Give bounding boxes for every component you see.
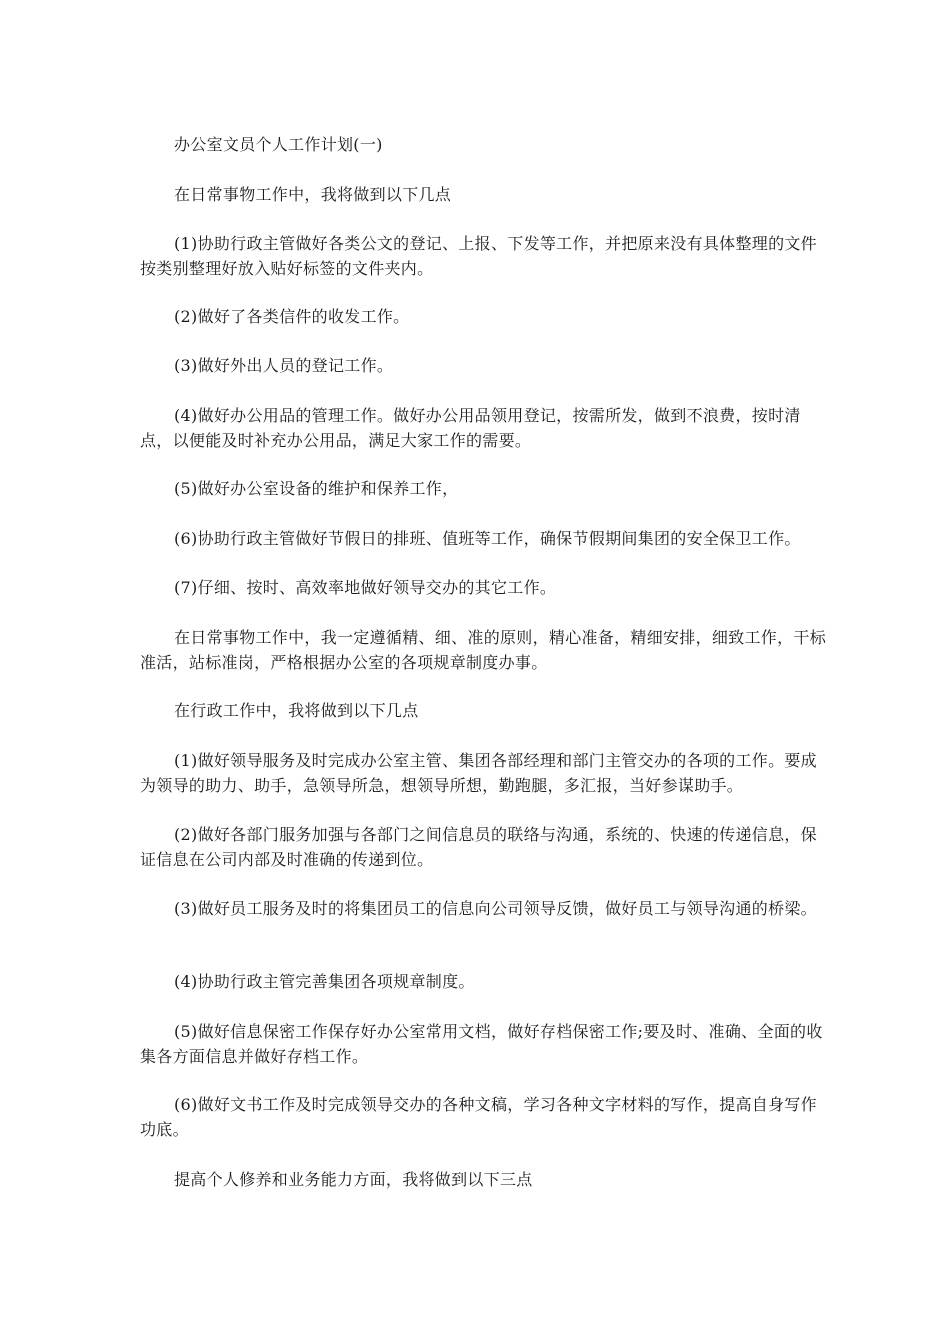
paragraph-admin-2: (2)做好各部门服务加强与各部门之间信息员的联络与沟通，系统的、快速的传递信息，保证信息在公司内部及时准确的传递到位。 [140, 825, 817, 869]
section-heading-self-improvement: 提高个人修养和业务能力方面，我将做到以下三点 [174, 1170, 533, 1189]
paragraph-daily-5: (5)做好办公室设备的维护和保养工作， [174, 479, 459, 498]
paragraph-daily-1: (1)协助行政主管做好各类公文的登记、上报、下发等工作，并把原来没有具体整理的文件按类别整理好放入贴好标签的文件夹内。 [140, 234, 817, 278]
paragraph-admin-5: (5)做好信息保密工作保存好办公室常用文档，做好存档保密工作;要及时、准确、全面的收集各方面信息并做好存档工作。 [140, 1022, 823, 1066]
paragraph-admin-3: (3)做好员工服务及时的将集团员工的信息向公司领导反馈，做好员工与领导沟通的桥梁。 [174, 899, 817, 918]
paragraph-daily-2: (2)做好了各类信件的收发工作。 [174, 307, 410, 326]
paragraph-daily-3: (3)做好外出人员的登记工作。 [174, 356, 394, 375]
paragraph-daily-4: (4)做好办公用品的管理工作。做好办公用品领用登记，按需所发，做到不浪费，按时清点，以便能及时补充办公用品，满足大家工作的需要。 [140, 406, 801, 450]
paragraph-daily-6: (6)协助行政主管做好节假日的排班、值班等工作，确保节假期间集团的安全保卫工作。 [174, 529, 801, 548]
paragraph-daily-summary: 在日常事物工作中，我一定遵循精、细、准的原则，精心准备，精细安排，细致工作，干标准活，站标准岗，严格根据办公室的各项规章制度办事。 [140, 628, 827, 672]
paragraph-daily-7: (7)仔细、按时、高效率地做好领导交办的其它工作。 [174, 578, 557, 597]
paragraph-admin-1: (1)做好领导服务及时完成办公室主管、集团各部经理和部门主管交办的各项的工作。要成为领导的助力、助手，急领导所急，想领导所想，勤跑腿，多汇报，当好参谋助手。 [140, 751, 817, 795]
paragraph-admin-6: (6)做好文书工作及时完成领导交办的各种文稿，学习各种文字材料的写作，提高自身写作功底。 [140, 1095, 817, 1139]
section-heading-admin: 在行政工作中，我将做到以下几点 [174, 701, 419, 720]
document-title: 办公室文员个人工作计划(一) [174, 135, 383, 154]
paragraph-admin-4: (4)协助行政主管完善集团各项规章制度。 [174, 972, 475, 991]
section-heading-daily: 在日常事物工作中，我将做到以下几点 [174, 185, 452, 204]
